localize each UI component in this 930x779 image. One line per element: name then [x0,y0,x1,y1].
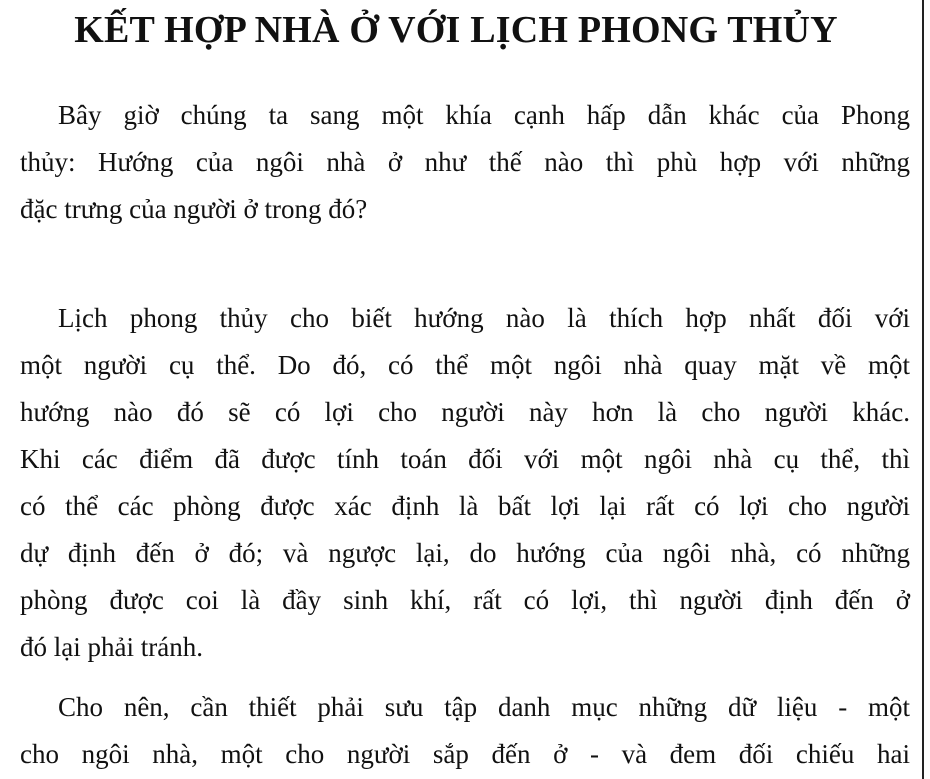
paragraph-line: có thể các phòng được xác định là bất lợi lại rất có lợi cho người [20,491,910,521]
page-edge-border [922,0,924,779]
paragraph-line: đó lại phải tránh. [20,632,203,662]
paragraph-line: Lịch phong thủy cho biết hướng nào là thích hợp nhất đối với [58,303,910,333]
paragraph-2 [20,295,910,671]
paragraph-1 [20,92,910,233]
paragraph-line: cho ngôi nhà, một cho người sắp đến ở - và đem đối chiếu hai [20,739,910,769]
paragraph-line: đặc trưng của người ở trong đó? [20,194,368,224]
paragraph-line: thủy: Hướng của ngôi nhà ở như thế nào thì phù hợp với những [20,147,910,177]
paragraph-line: một người cụ thể. Do đó, có thể một ngôi nhà quay mặt về một [20,350,910,380]
paragraph-line: Khi các điểm đã được tính toán đối với một ngôi nhà cụ thể, thì [20,444,910,474]
paragraph-3 [20,684,910,778]
document-title: KẾT HỢP NHÀ Ở VỚI LỊCH PHONG THỦY [74,9,838,51]
paragraph-line: phòng được coi là đầy sinh khí, rất có lợi, thì người định đến ở [20,585,910,615]
paragraph-line: hướng nào đó sẽ có lợi cho người này hơn là cho người khác. [20,397,910,427]
paragraph-line: Bây giờ chúng ta sang một khía cạnh hấp dẫn khác của Phong [58,100,910,130]
paragraph-line: Cho nên, cần thiết phải sưu tập danh mục những dữ liệu - một [58,692,910,722]
paragraph-line: dự định đến ở đó; và ngược lại, do hướng của ngôi nhà, có những [20,538,910,568]
